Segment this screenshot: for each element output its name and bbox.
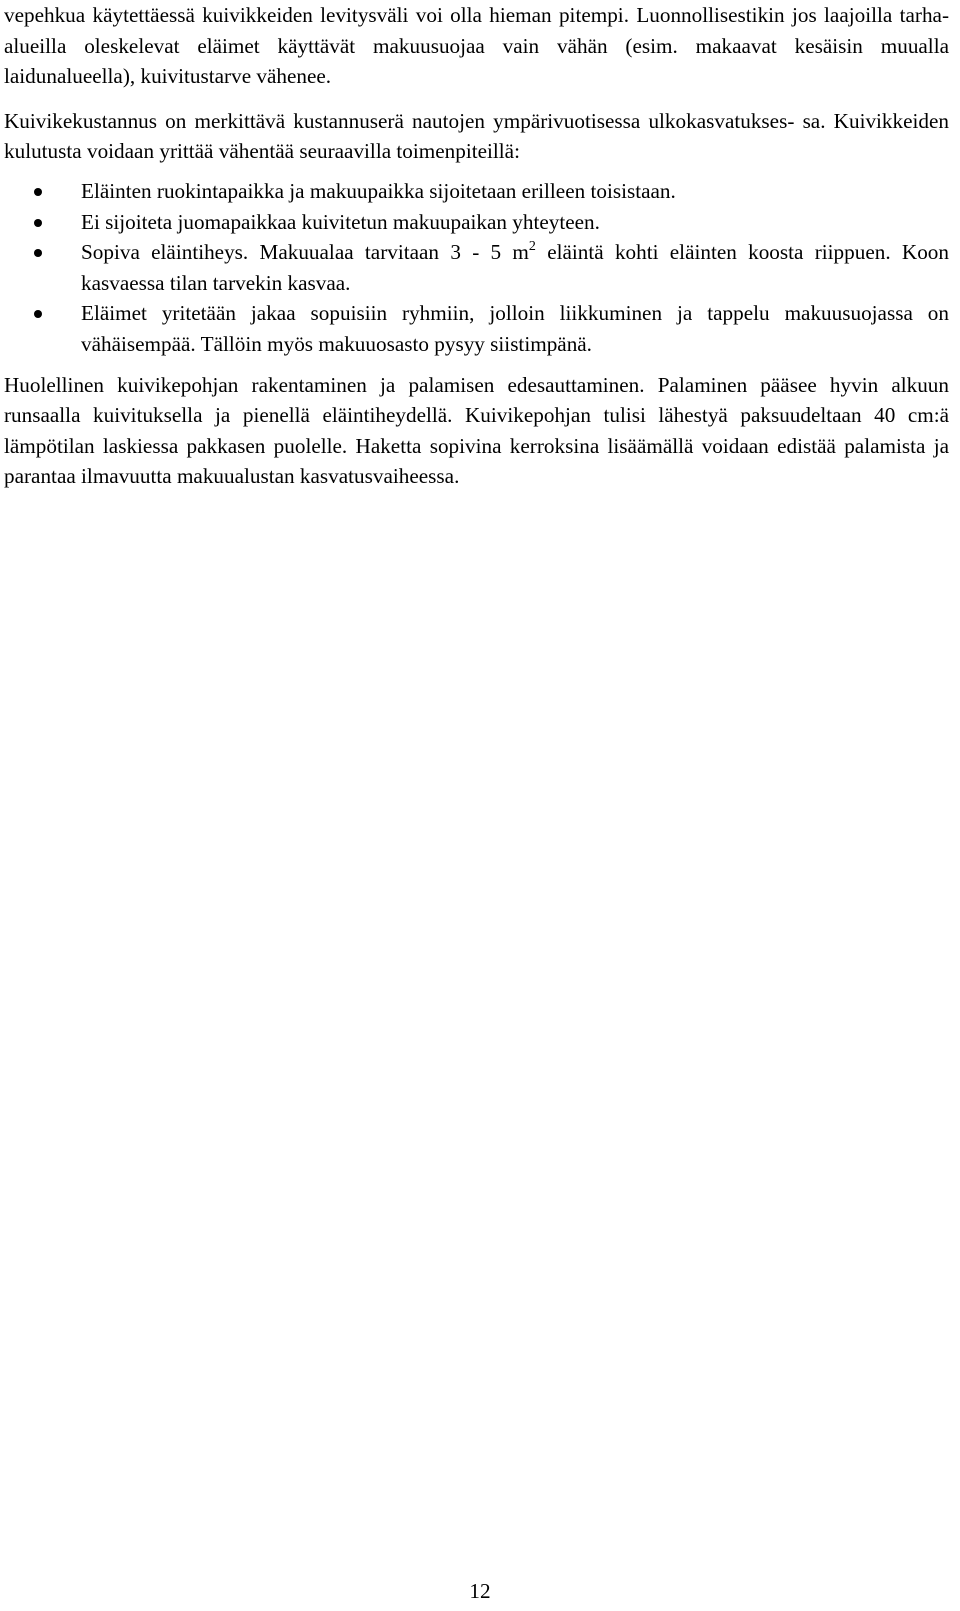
list-item-text-part: eläintä kohti eläinten koosta riippuen. Koon kasvaessa tilan tarvekin kasvaa. — [81, 240, 949, 295]
list-item — [4, 207, 949, 238]
superscript: 2 — [528, 239, 536, 255]
paragraph-bedding-cost-line1: Kuivikekustannus on merkittävä kustannuserä nautojen ympärivuotisessa ulkokasvatukses- — [4, 108, 795, 133]
document-page — [4, 0, 949, 492]
list-item-text-part: Sopiva eläintiheys. Makuualaa tarvitaan 3 - 5 m — [81, 240, 529, 265]
bullet-icon — [34, 219, 42, 227]
bullet-icon — [34, 249, 42, 257]
list-item — [4, 176, 949, 207]
measures-list — [4, 176, 949, 360]
page-number: 12 — [469, 1579, 491, 1603]
bullet-icon — [34, 188, 42, 196]
list-item — [4, 237, 949, 298]
bullet-icon — [34, 310, 42, 318]
paragraph-bedding-cost-line2: sa. Kuivikkeiden kulutusta voidaan yrittää vähentää seuraavilla toimenpiteillä: — [4, 108, 950, 164]
paragraph-bedding-cost — [4, 106, 949, 167]
list-item — [4, 298, 949, 359]
paragraph-bedding-base: Huolellinen kuivikepohjan rakentaminen ja palamisen edesauttaminen. Palaminen pääsee hyvin alkuun runsaalla kuivituksella ja pienellä eläintiheydellä. Kuivikepohjan tulisi lähestyä paksuudeltaan 40 cm:ä lämpötilan laskiessa pakkasen puolelle. Haketta sopivina kerroksina lisäämällä voidaan edistää palamista ja parantaa ilmavuutta makuualustan kasvatusvaiheessa. — [4, 372, 949, 489]
list-item-text: Eläimet yritetään jakaa sopuisiin ryhmiin, jolloin liikkuminen ja tappelu makuusuojassa on vähäisempää. Tällöin myös makuuosasto pysyy siistimpänä. — [81, 301, 949, 356]
paragraph-bedding-spacing: vepehkua käytettäessä kuivikkeiden levitysväli voi olla hieman pitempi. Luonnollisestikin jos laajoilla tarha-alueilla oleskelevat eläimet käyttävät makuusuojaa vain vähän (esim. makaavat kesäisin muualla laidunalueella), kuivitustarve vähenee. — [4, 3, 949, 89]
list-item-text: Ei sijoiteta juomapaikkaa kuivitetun makuupaikan yhteyteen. — [81, 209, 600, 234]
list-item-text: Eläinten ruokintapaikka ja makuupaikka sijoitetaan erilleen toisistaan. — [81, 178, 676, 203]
